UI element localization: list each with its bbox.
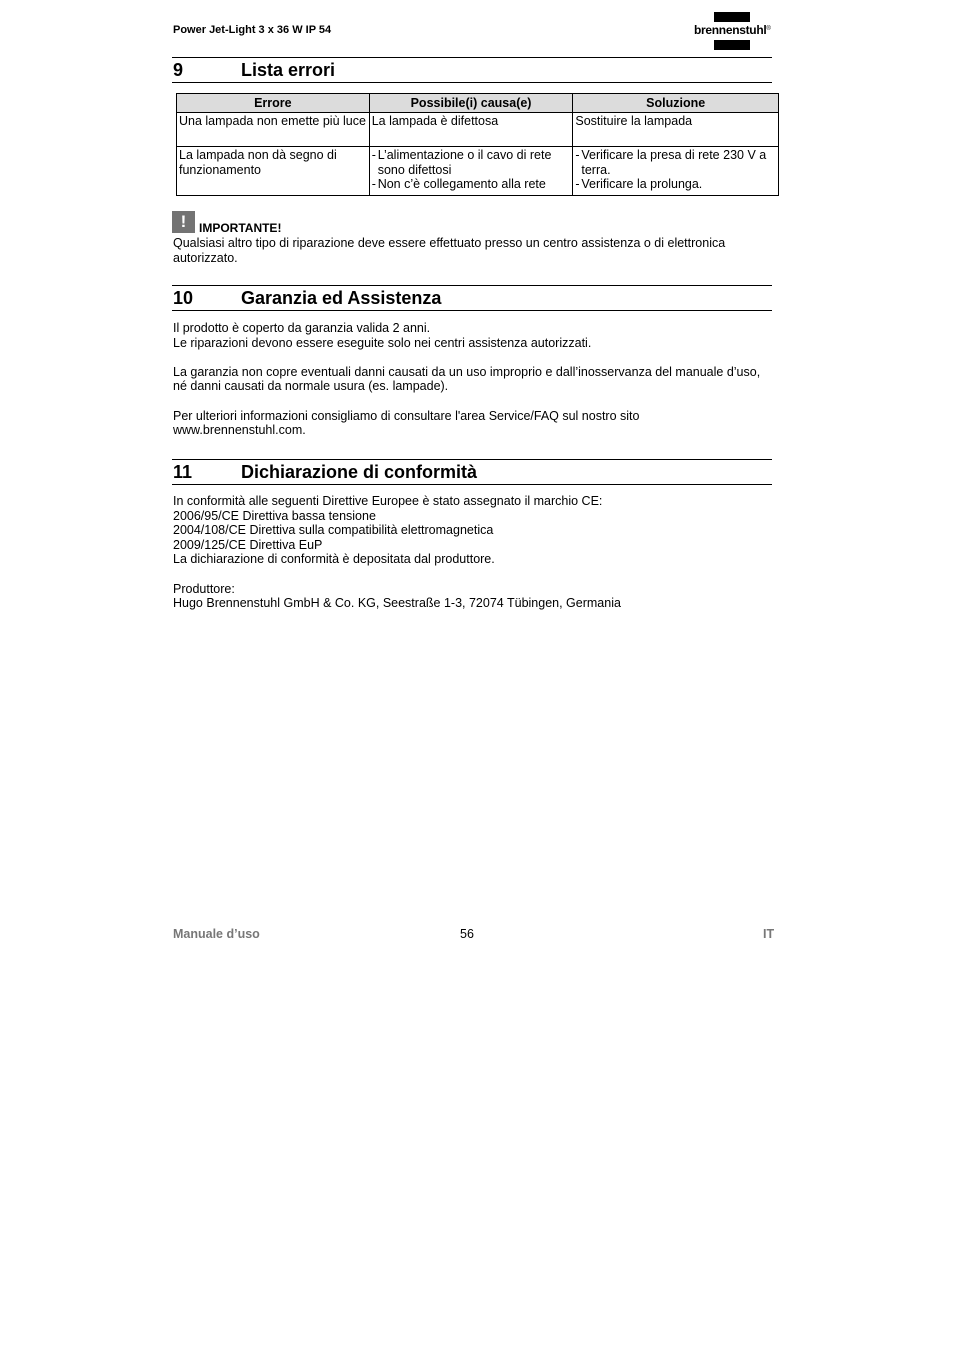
error-cell: La lampada non dà segno di funzionamento: [177, 147, 370, 196]
brand-logo: [694, 12, 778, 50]
footer-manual-label: Manuale d’uso: [173, 927, 260, 941]
producer-address: Hugo Brennenstuhl GmbH & Co. KG, Seestraße 1-3, 72074 Tübingen, Germania: [173, 596, 621, 611]
solution-cell: Sostituire la lampada: [573, 113, 779, 147]
conformity-line: In conformità alle seguenti Direttive Europee è stato assegnato il marchio CE:: [173, 494, 603, 508]
section-number: 11: [173, 462, 193, 482]
page-number: 56: [460, 927, 474, 941]
warranty-line: Le riparazioni devono essere eseguite solo nei centri assistenza autorizzati.: [173, 335, 592, 350]
column-header-solution: Soluzione: [573, 94, 779, 113]
list-item: - Verificare la prolunga.: [575, 177, 776, 192]
error-table: [176, 93, 779, 196]
section-title: Dichiarazione di conformità: [241, 462, 478, 482]
section-10-heading: [172, 285, 772, 311]
footer-language: IT: [763, 927, 775, 941]
list-item: - Non c’è collegamento alla rete: [372, 177, 571, 192]
table-header-row: [177, 94, 779, 113]
conformity-line: La dichiarazione di conformità è depositata dal produttore.: [173, 552, 495, 567]
conformity-line: 2004/108/CE Direttiva sulla compatibilità elettromagnetica: [173, 523, 494, 538]
table-row: [177, 113, 779, 147]
logo-bar-top: [714, 12, 750, 22]
error-cell: Una lampada non emette più luce: [177, 113, 370, 147]
section-title: Lista errori: [241, 60, 336, 80]
table-row: [177, 147, 779, 196]
conformity-line: 2009/125/CE Direttiva EuP: [173, 537, 323, 552]
logo-bar-bottom: [714, 40, 750, 50]
section-9-heading: [172, 57, 772, 83]
section-number: 9: [173, 60, 184, 80]
logo-wordmark: [694, 23, 771, 37]
warning-title: IMPORTANTE!: [199, 221, 282, 235]
list-item: - L’alimentazione o il cavo di rete sono difettosi: [372, 148, 571, 177]
warranty-line: La garanzia non copre eventuali danni causati da un uso improprio e dall’inosservanza del manuale d’uso, né danni causati da normale usura (es. lampade).: [173, 364, 761, 394]
column-header-cause: Possibile(i) causa(e): [369, 94, 573, 113]
solution-list: [575, 148, 776, 192]
warranty-line: Per ulteriori informazioni consigliamo di consultare l'area Service/FAQ sul nostro sito www.brennenstuhl.com.: [173, 408, 640, 438]
warranty-text: [173, 321, 773, 438]
producer-label: Produttore:: [173, 581, 235, 596]
section-number: 10: [173, 288, 194, 308]
logo-text: brennenstuhl: [694, 23, 767, 37]
solution-cell: [573, 147, 779, 196]
cause-cell: La lampada è difettosa: [369, 113, 573, 147]
document-header-title: Power Jet-Light 3 x 36 W IP 54: [173, 24, 332, 36]
section-title: Garanzia ed Assistenza: [241, 288, 442, 308]
logo-registered-mark: ®: [766, 26, 771, 32]
cause-list: [372, 148, 571, 192]
conformity-text: [173, 494, 773, 611]
list-item: - Verificare la presa di rete 230 V a terra.: [575, 148, 776, 177]
column-header-error: Errore: [177, 94, 370, 113]
warning-icon: !: [172, 211, 195, 233]
warning-text: [173, 236, 773, 265]
warranty-line: Il prodotto è coperto da garanzia valida 2 anni.: [173, 321, 431, 335]
warning-paragraph: Qualsiasi altro tipo di riparazione deve essere effettuato presso un centro assistenza o di elettronica autorizzato.: [173, 236, 726, 265]
cause-cell: [369, 147, 573, 196]
conformity-line: 2006/95/CE Direttiva bassa tensione: [173, 508, 376, 523]
section-11-heading: [172, 459, 772, 485]
